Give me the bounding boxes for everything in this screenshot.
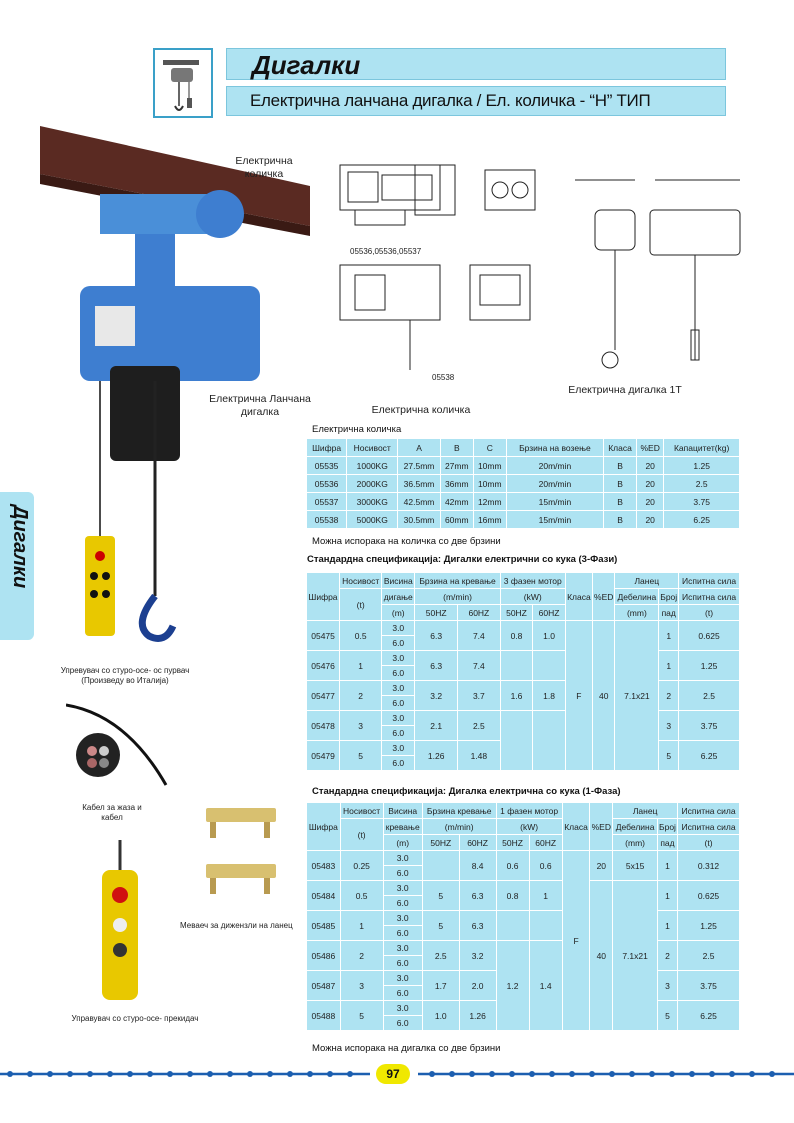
cell: 2.5 [458,711,501,741]
cell: 6.0 [383,986,422,1001]
cell: 3 [340,971,383,1001]
cell: 3.0 [383,881,422,896]
cell: F [562,851,590,1031]
label-hoist-drawing: Електрична дигалка 1Т [568,384,682,396]
cell: 42mm [440,493,473,511]
cell: 7.1x21 [613,881,658,1031]
th-chain-n: Број [657,819,677,835]
cell: 2.0 [459,971,496,1001]
cell: 12mm [473,493,506,511]
cell [496,911,529,941]
th-code: Шифра [307,803,341,851]
th-motor-unit: (kW) [500,589,565,605]
pendant-photo [90,840,150,1010]
cell: 1 [340,651,382,681]
clip-label: Меваеч за дижензли на ланец [180,921,293,930]
th-ed: %ED [592,573,614,621]
cell: 1.2 [496,941,529,1031]
cell: 6.25 [678,1001,740,1031]
cell: 6.0 [383,956,422,971]
cell: 6.3 [415,651,458,681]
cell: 5 [659,741,679,771]
th-height-sub: кревање [383,819,422,835]
th-height-unit: (m) [382,605,415,621]
cell: 1 [659,621,679,651]
cell: 0.25 [340,851,383,881]
hoist-icon [155,50,211,116]
cell: 6.25 [679,741,740,771]
th-chain-dim-unit: (mm) [615,605,659,621]
cell: 5 [340,1001,383,1031]
cell: 3.2 [459,941,496,971]
trolley-motor [196,190,244,238]
cell: 15m/min [506,493,603,511]
cell: B [604,475,637,493]
cell: 5 [422,881,459,911]
cell: 6.0 [383,866,422,881]
th-hz: 60HZ [458,605,501,621]
th-hz: 60HZ [529,835,562,851]
cell: 6.0 [382,726,415,741]
table-row [307,493,740,511]
cell: 3000KG [347,493,398,511]
cell: 3.7 [458,681,501,711]
cell: 0.6 [496,851,529,881]
cell: 0.6 [529,851,562,881]
cell: 1.0 [422,1001,459,1031]
th-motor-unit: (kW) [496,819,562,835]
cell: 20 [637,511,664,529]
th-code: Шифра [307,573,340,621]
cell: 20m/min [506,457,603,475]
cell: 20m/min [506,475,603,493]
th: Класа [604,439,637,457]
cell: 1.26 [459,1001,496,1031]
th: Носивост [347,439,398,457]
th-chain-dim: Дебелина [613,819,658,835]
th-ed: %ED [590,803,613,851]
cell: 1.25 [664,457,740,475]
cell: 6.3 [459,911,496,941]
cell: 3 [659,711,679,741]
page-subtitle: Електрична ланчана дигалка / Ел. количка - “Н” ТИП [250,91,651,110]
cable-caption: Упревувач со стуро-осе- ос пурвач (Произведу во Италија) [60,666,190,685]
cell: 40 [592,621,614,771]
cell: 05485 [307,911,341,941]
cell: 6.0 [383,1016,422,1031]
page-number: 97 [376,1064,410,1084]
cell: 1.25 [678,911,740,941]
cell: 27.5mm [398,457,440,475]
th-height-sub: дигање [382,589,415,605]
cell: 3.0 [382,651,415,666]
th-class: Класа [562,803,590,851]
cell: 0.625 [679,621,740,651]
th-chain-n-unit: пад [657,835,677,851]
label-trolley-drawing: Електрична количка [371,404,471,416]
cell: 1.6 [500,681,533,711]
single-phase-note: Можна испорака на дигалка со две брзини [312,1043,501,1054]
cell: 36mm [440,475,473,493]
cell: 7.4 [458,621,501,651]
cell: 20 [637,475,664,493]
th: Капацитет(kg) [664,439,740,457]
th: B [440,439,473,457]
cell: 20 [637,493,664,511]
cell: 1.25 [679,651,740,681]
th-speed-unit: (m/min) [422,819,496,835]
cell: 2.5 [679,681,740,711]
cell: 3.75 [678,971,740,1001]
cell: 5000KG [347,511,398,529]
th-speed-unit: (m/min) [415,589,500,605]
th-test-force: Испитна сила [678,803,740,819]
th-motor: 3 фазен мотор [500,573,565,589]
cell: 6.0 [383,926,422,941]
cell: 3.0 [382,681,415,696]
th-hz: 50HZ [500,605,533,621]
cell: 1.7 [422,971,459,1001]
table-row [307,511,740,529]
cell: 3.0 [383,851,422,866]
th-capacity: Носивост [340,803,383,819]
cell: 1.0 [533,621,566,651]
trolley-note: Можна испорака на количка со две брзини [312,536,501,547]
cell: B [604,457,637,475]
cell: 6.0 [382,756,415,771]
cell: 0.312 [678,851,740,881]
cell: 60mm [440,511,473,529]
cell: 05479 [307,741,340,771]
cell [500,711,533,771]
cell: 1 [657,911,677,941]
up-button-icon [113,918,127,932]
th-chain: Ланец [615,573,679,589]
label-model-b: 05538 [432,373,455,382]
cell: 1.4 [529,941,562,1031]
cell: 1.26 [415,741,458,771]
cell: 2.5 [678,941,740,971]
cell: 10mm [473,475,506,493]
cell: 27mm [440,457,473,475]
th-chain-dim-unit: (mm) [613,835,658,851]
table-row [307,457,740,475]
label-models-a: 05536,05536,05537 [350,247,422,256]
cell: 2000KG [347,475,398,493]
cell: 05477 [307,681,340,711]
cell: 2.5 [664,475,740,493]
label-hoist: Електрична Ланчана дигалка [209,393,311,418]
th: %ED [637,439,664,457]
th-height-unit: (m) [383,835,422,851]
cell: 20 [590,851,613,881]
cell: F [565,621,592,771]
cell: 7.4 [458,651,501,681]
three-phase-section-title: Стандардна спецификација: Дигалки електрични со кука (3-Фази) [307,554,618,565]
th: Шифра [307,439,347,457]
table-row [307,711,740,726]
th: Брзина на возење [506,439,603,457]
cell: B [604,511,637,529]
cell: 36.5mm [398,475,440,493]
page-title: Дигалки [252,50,361,80]
cell: 42.5mm [398,493,440,511]
cell: 6.3 [459,881,496,911]
th-cap-unit: (t) [340,819,383,851]
th-chain-n-unit: пад [659,605,679,621]
down-button-icon [113,943,127,957]
pendant-caption: Управувач со стуро-осе- прекидач [71,1014,199,1023]
table-row [307,651,740,666]
table-row [307,881,740,896]
cell: 5 [657,1001,677,1031]
cell: 3 [340,711,382,741]
cell: 3.0 [383,941,422,956]
trolley-section-title: Електрична количка [312,424,402,435]
cell: 6.0 [382,666,415,681]
cell: 2 [340,681,382,711]
cell: 2.1 [415,711,458,741]
table-row [307,911,740,926]
th-chain: Ланец [613,803,678,819]
cell: 1000KG [347,457,398,475]
cell: 7.1x21 [615,621,659,771]
cell: 8.4 [459,851,496,881]
th-hz: 60HZ [459,835,496,851]
cell [533,711,566,771]
single-phase-spec-table [306,802,740,1031]
cell: 05487 [307,971,341,1001]
th-height: Висина [383,803,422,819]
cell: 05476 [307,651,340,681]
single-phase-section-title: Стандардна спецификација: Дигалка електрична со кука (1-Фаза) [312,786,621,797]
th-height: Висина [382,573,415,589]
hook [142,596,173,638]
cell: 05486 [307,941,341,971]
hoist-drawings [555,170,745,380]
cell: 1 [657,881,677,911]
th-chain-n: Број [659,589,679,605]
th-speed: Брзина на кревање [415,573,500,589]
chain-bag [110,366,180,461]
cell: 1.8 [533,681,566,711]
cell: 5x15 [613,851,658,881]
th-hz: 50HZ [496,835,529,851]
cell: 3.0 [382,741,415,756]
cell: 5 [340,741,382,771]
th: A [398,439,440,457]
cell: 05537 [307,493,347,511]
th-cap-unit: (t) [340,589,382,621]
cell: 1 [659,651,679,681]
th-speed: Брзина кревање [422,803,496,819]
cell: 1 [340,911,383,941]
cell: 6.0 [383,896,422,911]
cell: 05478 [307,711,340,741]
cell: 3.2 [415,681,458,711]
table-row [307,621,740,636]
th-hz: 50HZ [415,605,458,621]
cell: 20 [637,457,664,475]
cell: 3.75 [679,711,740,741]
cell: 05488 [307,1001,341,1031]
cell: 2 [340,941,383,971]
cell: 3.0 [382,711,415,726]
cell [533,651,566,681]
th-test-force-2: Испитна сила [678,819,740,835]
cell: 6.0 [382,636,415,651]
chain-clips-photo [196,800,286,900]
side-tab-label: Дигалки [9,505,31,589]
cell: 3.0 [383,911,422,926]
cell [529,911,562,941]
th-chain-dim: Дебелина [615,589,659,605]
hoist-icon-box [153,48,213,118]
trolley-spec-table [306,438,740,529]
cell: 40 [590,881,613,1031]
table-row [307,681,740,696]
cell: 05535 [307,457,347,475]
cell: 2.5 [422,941,459,971]
cell: 3 [657,971,677,1001]
stop-button-icon [112,887,128,903]
th-hz: 50HZ [422,835,459,851]
cell: 3.0 [383,1001,422,1016]
th: C [473,439,506,457]
cell: 0.8 [500,621,533,651]
nameplate [95,306,135,346]
cell: 3.75 [664,493,740,511]
cell: 1 [529,881,562,911]
th-test-force-unit: (t) [679,605,740,621]
cell [422,851,459,881]
th-hz: 60HZ [533,605,566,621]
cell: 0.5 [340,881,383,911]
th-test-force-2: Испитна сила [679,589,740,605]
cell: 1.48 [458,741,501,771]
cable-photo [66,695,186,795]
cell: 3.0 [382,621,415,636]
cell: 05483 [307,851,341,881]
th-capacity: Носивост [340,573,382,589]
cell: 0.5 [340,621,382,651]
label-trolley-top: Електрична количка [235,155,293,180]
cell: 6.3 [415,621,458,651]
cell: B [604,493,637,511]
cell: 05536 [307,475,347,493]
th-test-force: Испитна сила [679,573,740,589]
table-row [307,475,740,493]
cell: 05475 [307,621,340,651]
cell: 10mm [473,457,506,475]
trolley-drawings [320,150,550,380]
cell: 2 [659,681,679,711]
cell: 1 [657,851,677,881]
cell: 6.25 [664,511,740,529]
table-row [307,851,740,866]
th-test-force-unit: (t) [678,835,740,851]
cell: 5 [422,911,459,941]
cell: 2 [657,941,677,971]
cell: 05484 [307,881,341,911]
cell: 15m/min [506,511,603,529]
cell [500,651,533,681]
cable-label: Кабел за жаза и кабел [82,803,142,822]
three-phase-spec-table [306,572,740,771]
th-class: Класа [565,573,592,621]
cell: 6.0 [382,696,415,711]
cell: 16mm [473,511,506,529]
cell: 30.5mm [398,511,440,529]
cell: 0.8 [496,881,529,911]
cell: 3.0 [383,971,422,986]
table-row [307,941,740,956]
cell: 05538 [307,511,347,529]
th-motor: 1 фазен мотор [496,803,562,819]
cell: 0.625 [678,881,740,911]
